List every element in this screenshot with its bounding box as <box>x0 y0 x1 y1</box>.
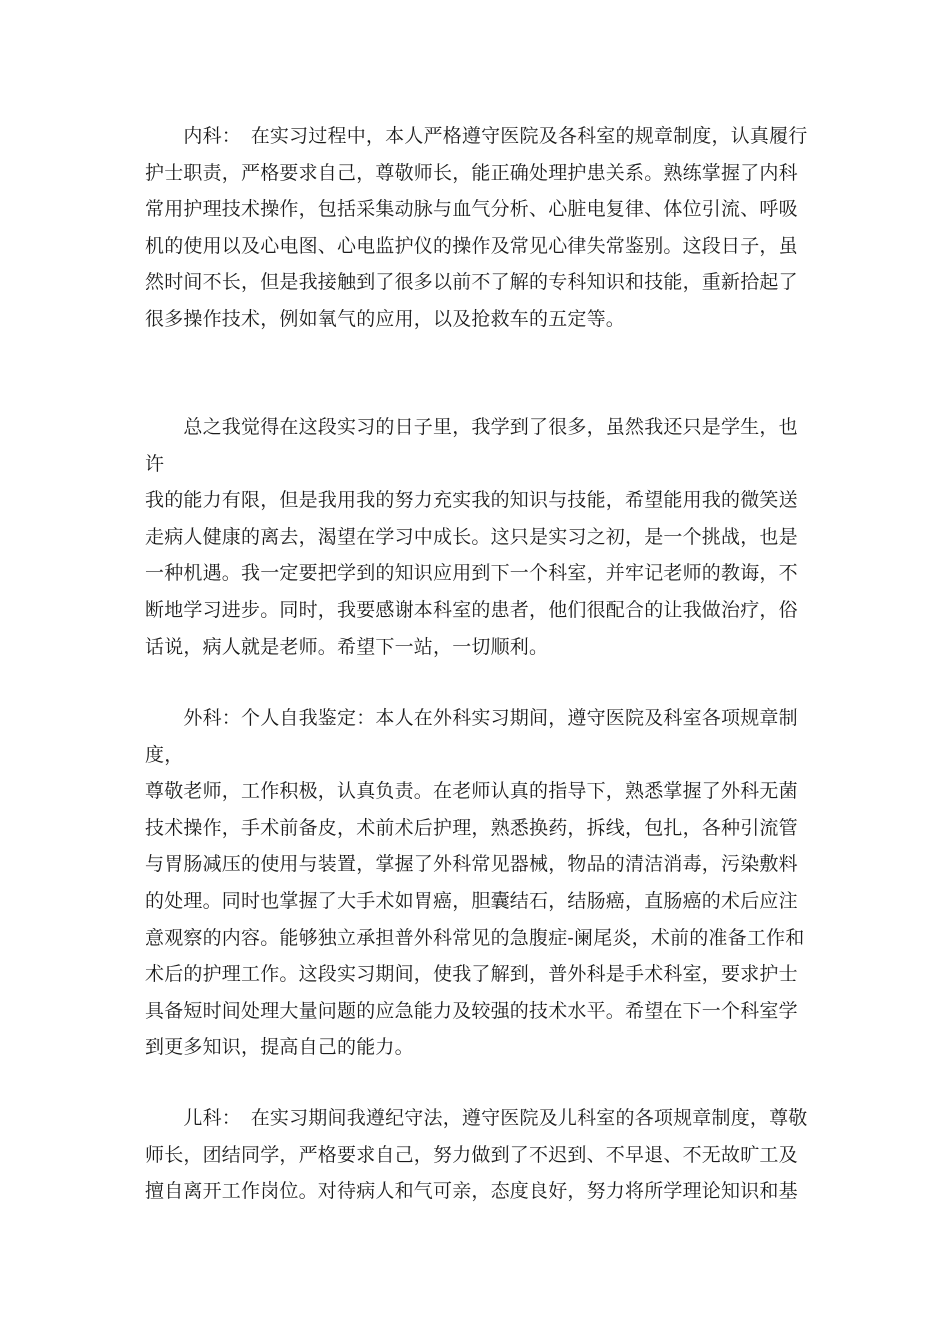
paragraph-internal-medicine: 内科： 在实习过程中，本人严格遵守医院及各科室的规章制度，认真履行 护士职责，严格要求自己，尊敬师长，能正确处理护患关系。熟练掌握了内科 常用护理技术操作，包括采集动脉与血气分析、心脏电复律、体位引流、呼吸 机的使用以及心电图、心电监护仪的操作及常见心律失常鉴别。这段日子，虽 然时间不长，但是我接触到了很多以前不了解的专科知识和技能，重新拾起了 很多操作技术，例如氧气的应用，以及抢救车的五定等。 <box>145 125 808 330</box>
paragraph-summary: 总之我觉得在这段实习的日子里，我学到了很多，虽然我还只是学生，也许 我的能力有限，但是我用我的努力充实我的知识与技能，希望能用我的微笑送 走病人健康的离去，渴望在学习中成长。这只是实习之初，是一个挑战，也是 一种机遇。我一定要把学到的知识应用到下一个科室，并牢记老师的教诲，不 断地学习进步。同时，我要感谢本科室的患者，他们很配合的让我做治疗，俗 话说，病人就是老师。希望下一站，一切顺利。 <box>145 416 798 658</box>
paragraph-pediatrics: 儿科： 在实习期间我遵纪守法，遵守医院及儿科室的各项规章制度，尊敬 师长，团结同学，严格要求自己，努力做到了不迟到、不早退、不无故旷工及 擅自离开工作岗位。对待病人和气可亲，态度良好，努力将所学理论知识和基 <box>145 1107 808 1203</box>
paragraph-surgery: 外科：个人自我鉴定：本人在外科实习期间，遵守医院及科室各项规章制度， 尊敬老师，工作积极，认真负责。在老师认真的指导下，熟悉掌握了外科无菌 技术操作，手术前备皮，术前术后护理，熟悉换药，拆线，包扎，各种引流管 与胃肠减压的使用与装置，掌握了外科常见器械，物品的清洁消毒，污染敷料 的处理。同时也掌握了大手术如胃癌，胆囊结石，结肠癌，直肠癌的术后应注 意观察的内容。能够独立承担普外科常见的急腹症-阑尾炎，术前的准备工作和 术后的护理工作。这段实习期间，使我了解到，普外科是手术科室，要求护士 具备短时间处理大量问题的应急能力及较强的技术水平。希望在下一个科室学 到更多知识，提高自己的能力。 <box>145 707 805 1059</box>
